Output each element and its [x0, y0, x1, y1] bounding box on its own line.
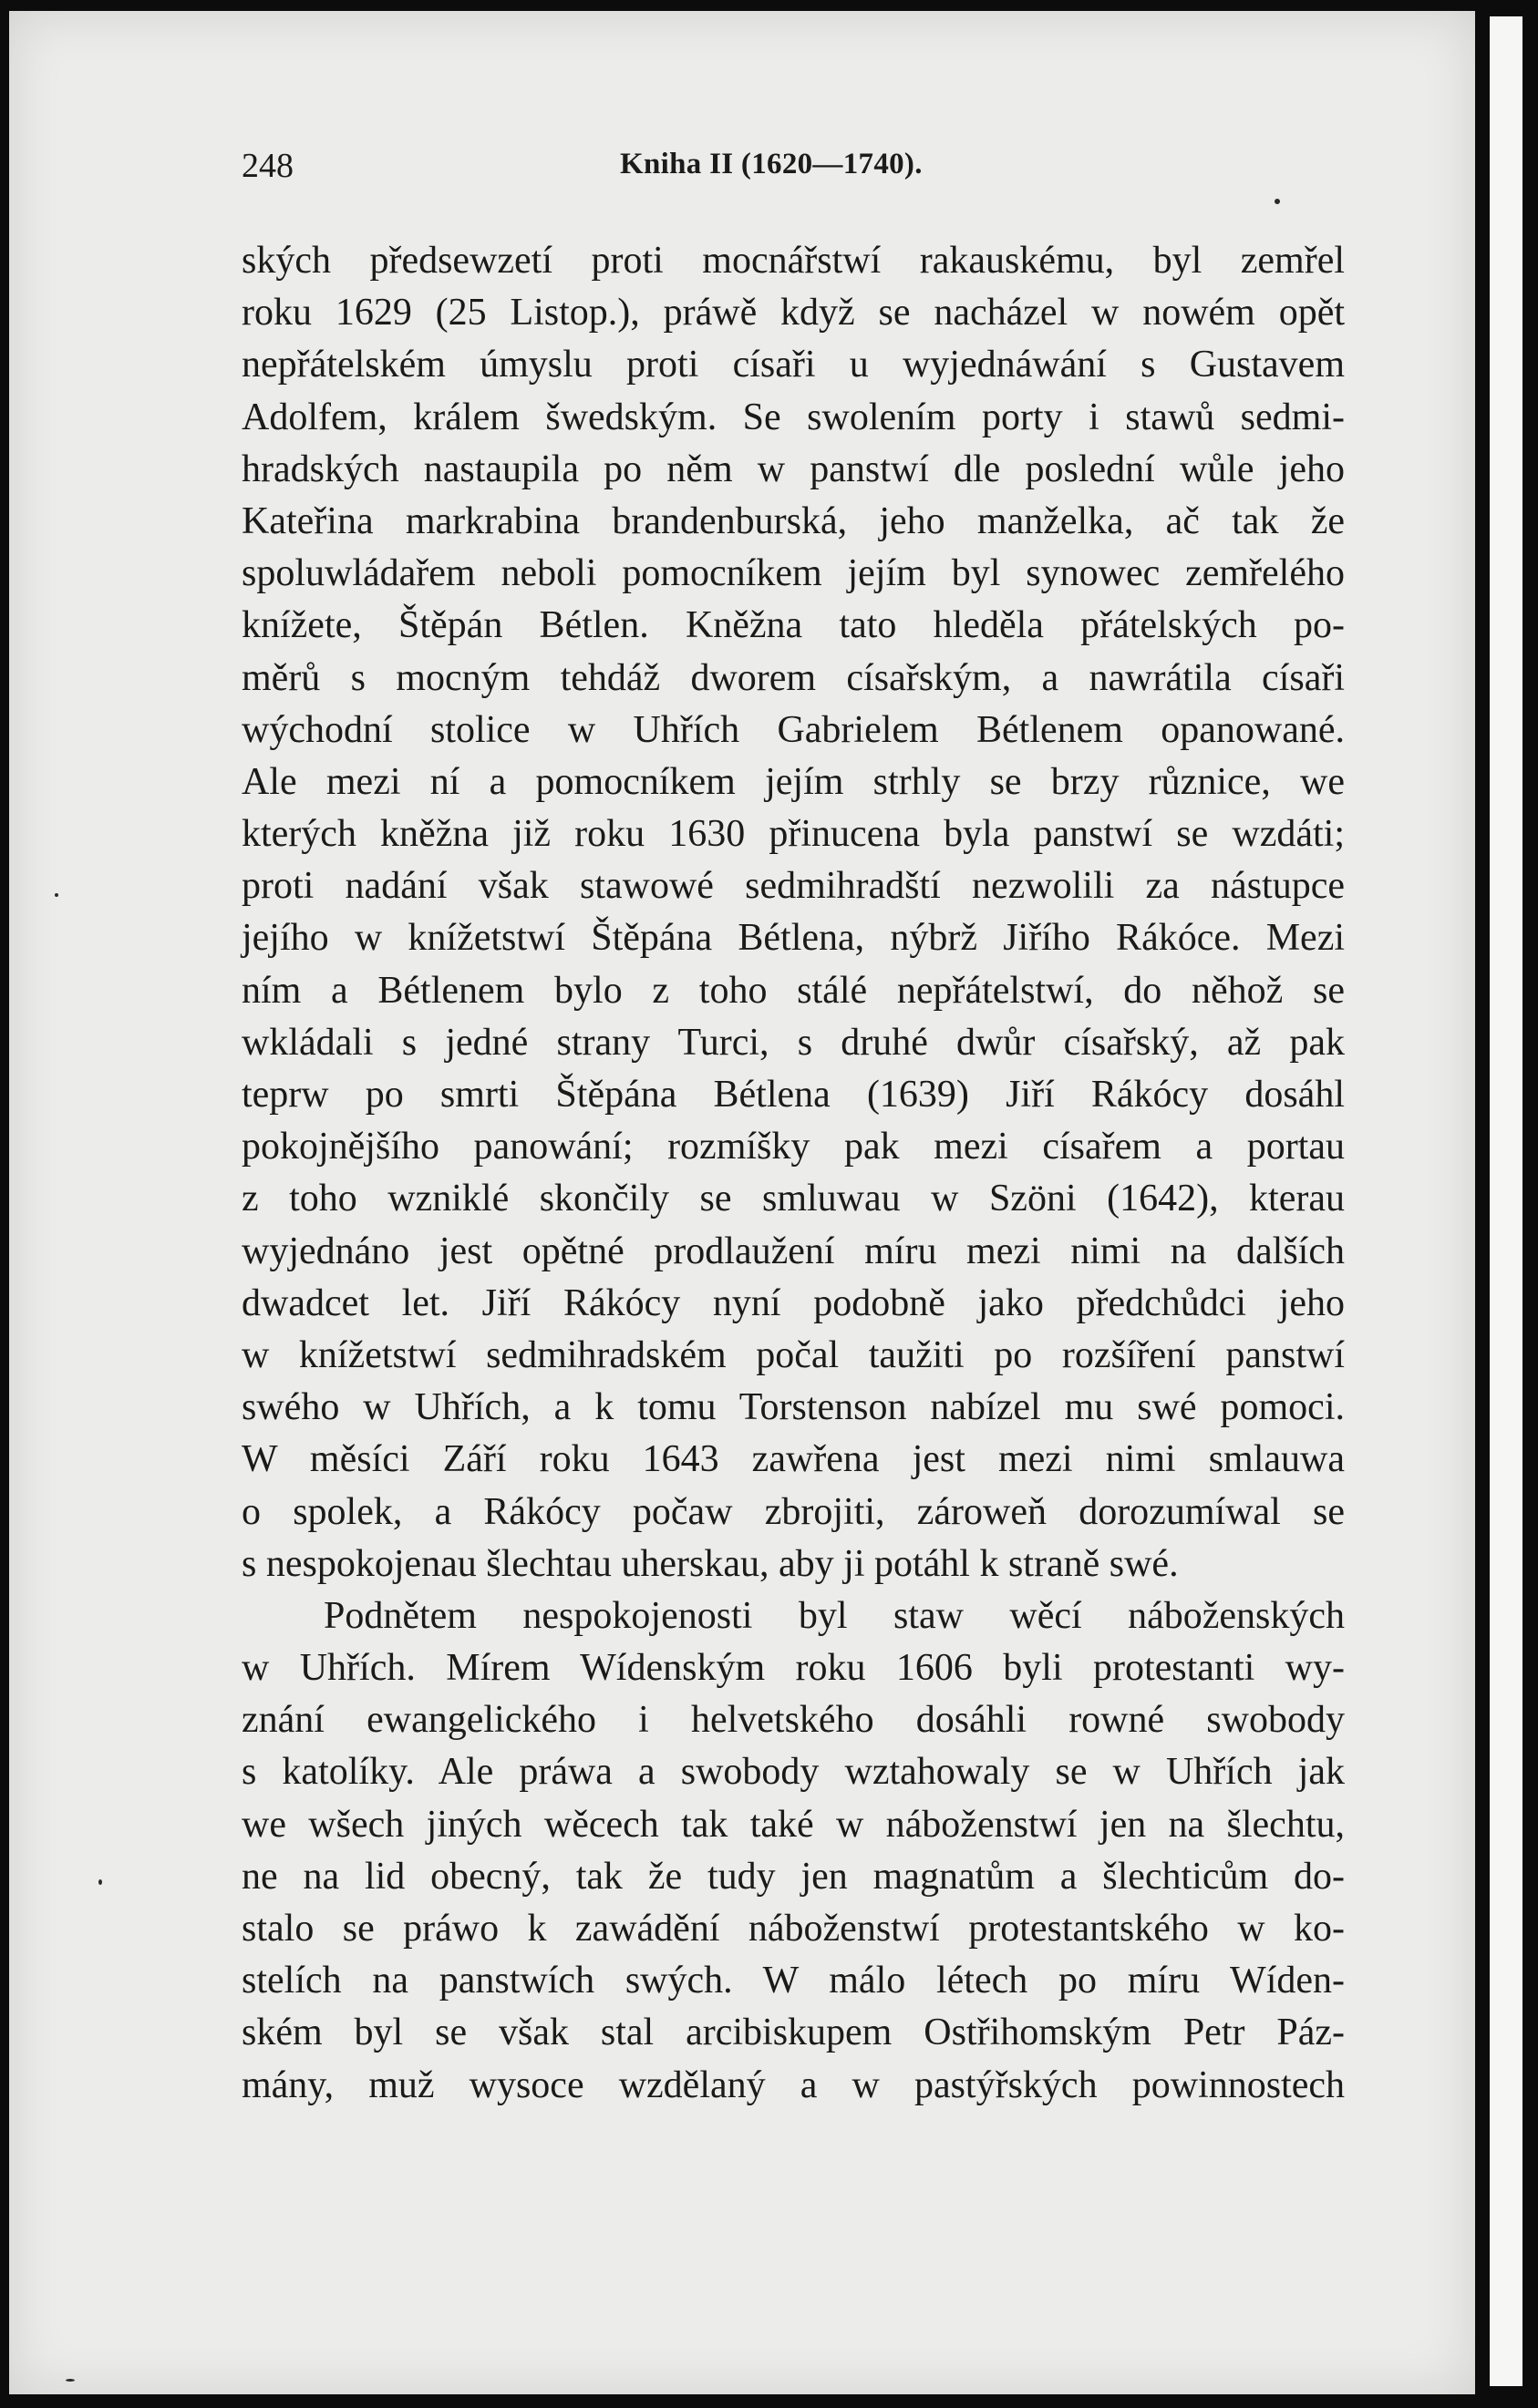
ink-speck — [1275, 199, 1280, 204]
text-line: proti nadání však stawowé sedmihradští nezwolili za nástupce — [242, 865, 1345, 908]
text-line: hradských nastaupila po něm w panstwí dle poslední wůle jeho — [242, 448, 1345, 490]
text-line: ním a Bétlenem bylo z toho stálé nepřátelstwí, do něhož se — [242, 969, 1345, 1012]
text-line: we wšech jiných wěcech tak také w náboženstwí jen na šlechtu, — [242, 1803, 1345, 1846]
text-line: z toho wzniklé skončily se smluwau w Szöni (1642), kterau — [242, 1178, 1345, 1220]
text-line: ských předsewzetí proti mocnářstwí rakauskému, byl zemřel — [242, 240, 1345, 282]
text-line: jejího w knížetstwí Štěpána Bétlena, nýbrž Jiřího Rákóce. Mezi — [242, 917, 1345, 960]
page-header — [242, 146, 1345, 191]
text-line: wyjednáno jest opětné prodlaužení míru mezi nimi na dalších — [242, 1230, 1345, 1272]
running-head: Kniha II (1620—1740). — [620, 148, 923, 180]
text-line: wýchodní stolice w Uhřích Gabrielem Bétlenem opanowané. — [242, 708, 1345, 751]
text-line: Podnětem nespokojenosti byl staw wěcí náboženských — [324, 1594, 1345, 1637]
ink-speck — [55, 893, 58, 897]
text-line: stelích na panstwích swých. W málo létech po míru Wíden- — [242, 1960, 1345, 2002]
text-line: w knížetstwí sedmihradském počal taužiti po rozšíření panstwí — [242, 1333, 1345, 1376]
adjacent-page-edge — [1490, 16, 1523, 2386]
ink-speck — [98, 1879, 102, 1885]
text-line: stalo se práwo k zawádění náboženstwí protestantského w ko- — [242, 1908, 1345, 1950]
text-line: pokojnějšího panowání; rozmíšky pak mezi císařem a portau — [242, 1126, 1345, 1168]
text-line: nepřátelském úmyslu proti císaři u wyjednáwání s Gustavem — [242, 344, 1345, 386]
page-number: 248 — [242, 147, 294, 185]
text-line: s katolíky. Ale práwa a swobody wztahowaly se w Uhřích jak — [242, 1751, 1345, 1794]
paragraph-1 — [242, 235, 1345, 1590]
paragraph-2 — [242, 1590, 1345, 2112]
text-line: W měsíci Září roku 1643 zawřena jest mezi nimi smlauwa — [242, 1438, 1345, 1481]
text-line: wkládali s jedné strany Turci, s druhé dwůr císařský, až pak — [242, 1021, 1345, 1064]
text-line: mány, muž wysoce wzdělaný a w pastýřských powinnostech — [242, 2063, 1345, 2106]
text-line: s nespokojenau šlechtau uherskau, aby ji potáhl k straně swé. — [242, 1542, 1179, 1585]
ink-speck — [66, 2379, 75, 2382]
text-line: dwadcet let. Jiří Rákócy nyní podobně jako předchůdci jeho — [242, 1281, 1345, 1324]
text-line: ne na lid obecný, tak že tudy jen magnatům a šlechticům do- — [242, 1855, 1345, 1898]
text-line: ském byl se však stal arcibiskupem Ostřihomským Petr Páz- — [242, 2012, 1345, 2054]
text-line: knížete, Štěpán Bétlen. Kněžna tato hleděla přátelských po- — [242, 604, 1345, 647]
body-text — [242, 235, 1345, 2112]
text-line: znání ewangelického i helvetského dosáhli rowné swobody — [242, 1699, 1345, 1742]
text-line: teprw po smrti Štěpána Bétlena (1639) Jiří Rákócy dosáhl — [242, 1074, 1345, 1116]
text-line: kterých kněžna již roku 1630 přinucena byla panstwí se wzdáti; — [242, 813, 1345, 856]
text-line: měrů s mocným tehdáž dworem císařským, a nawrátila císaři — [242, 656, 1345, 699]
text-line: swého w Uhřích, a k tomu Torstenson nabízel mu swé pomoci. — [242, 1386, 1345, 1429]
text-line: roku 1629 (25 Listop.), práwě když se nacházel w nowém opět — [242, 292, 1345, 334]
text-line: w Uhřích. Mírem Wídenským roku 1606 byli protestanti wy- — [242, 1647, 1345, 1690]
text-line: spoluwládařem neboli pomocníkem jejím byl synowec zemřelého — [242, 552, 1345, 595]
text-line: Adolfem, králem šwedským. Se swolením porty i stawů sedmi- — [242, 396, 1345, 438]
text-line: Ale mezi ní a pomocníkem jejím strhly se brzy různice, we — [242, 760, 1345, 803]
text-line: Kateřina markrabina brandenburská, jeho manželka, ač tak že — [242, 499, 1345, 542]
text-line: o spolek, a Rákócy počaw zbrojiti, zároweň dorozumíwal se — [242, 1490, 1345, 1533]
